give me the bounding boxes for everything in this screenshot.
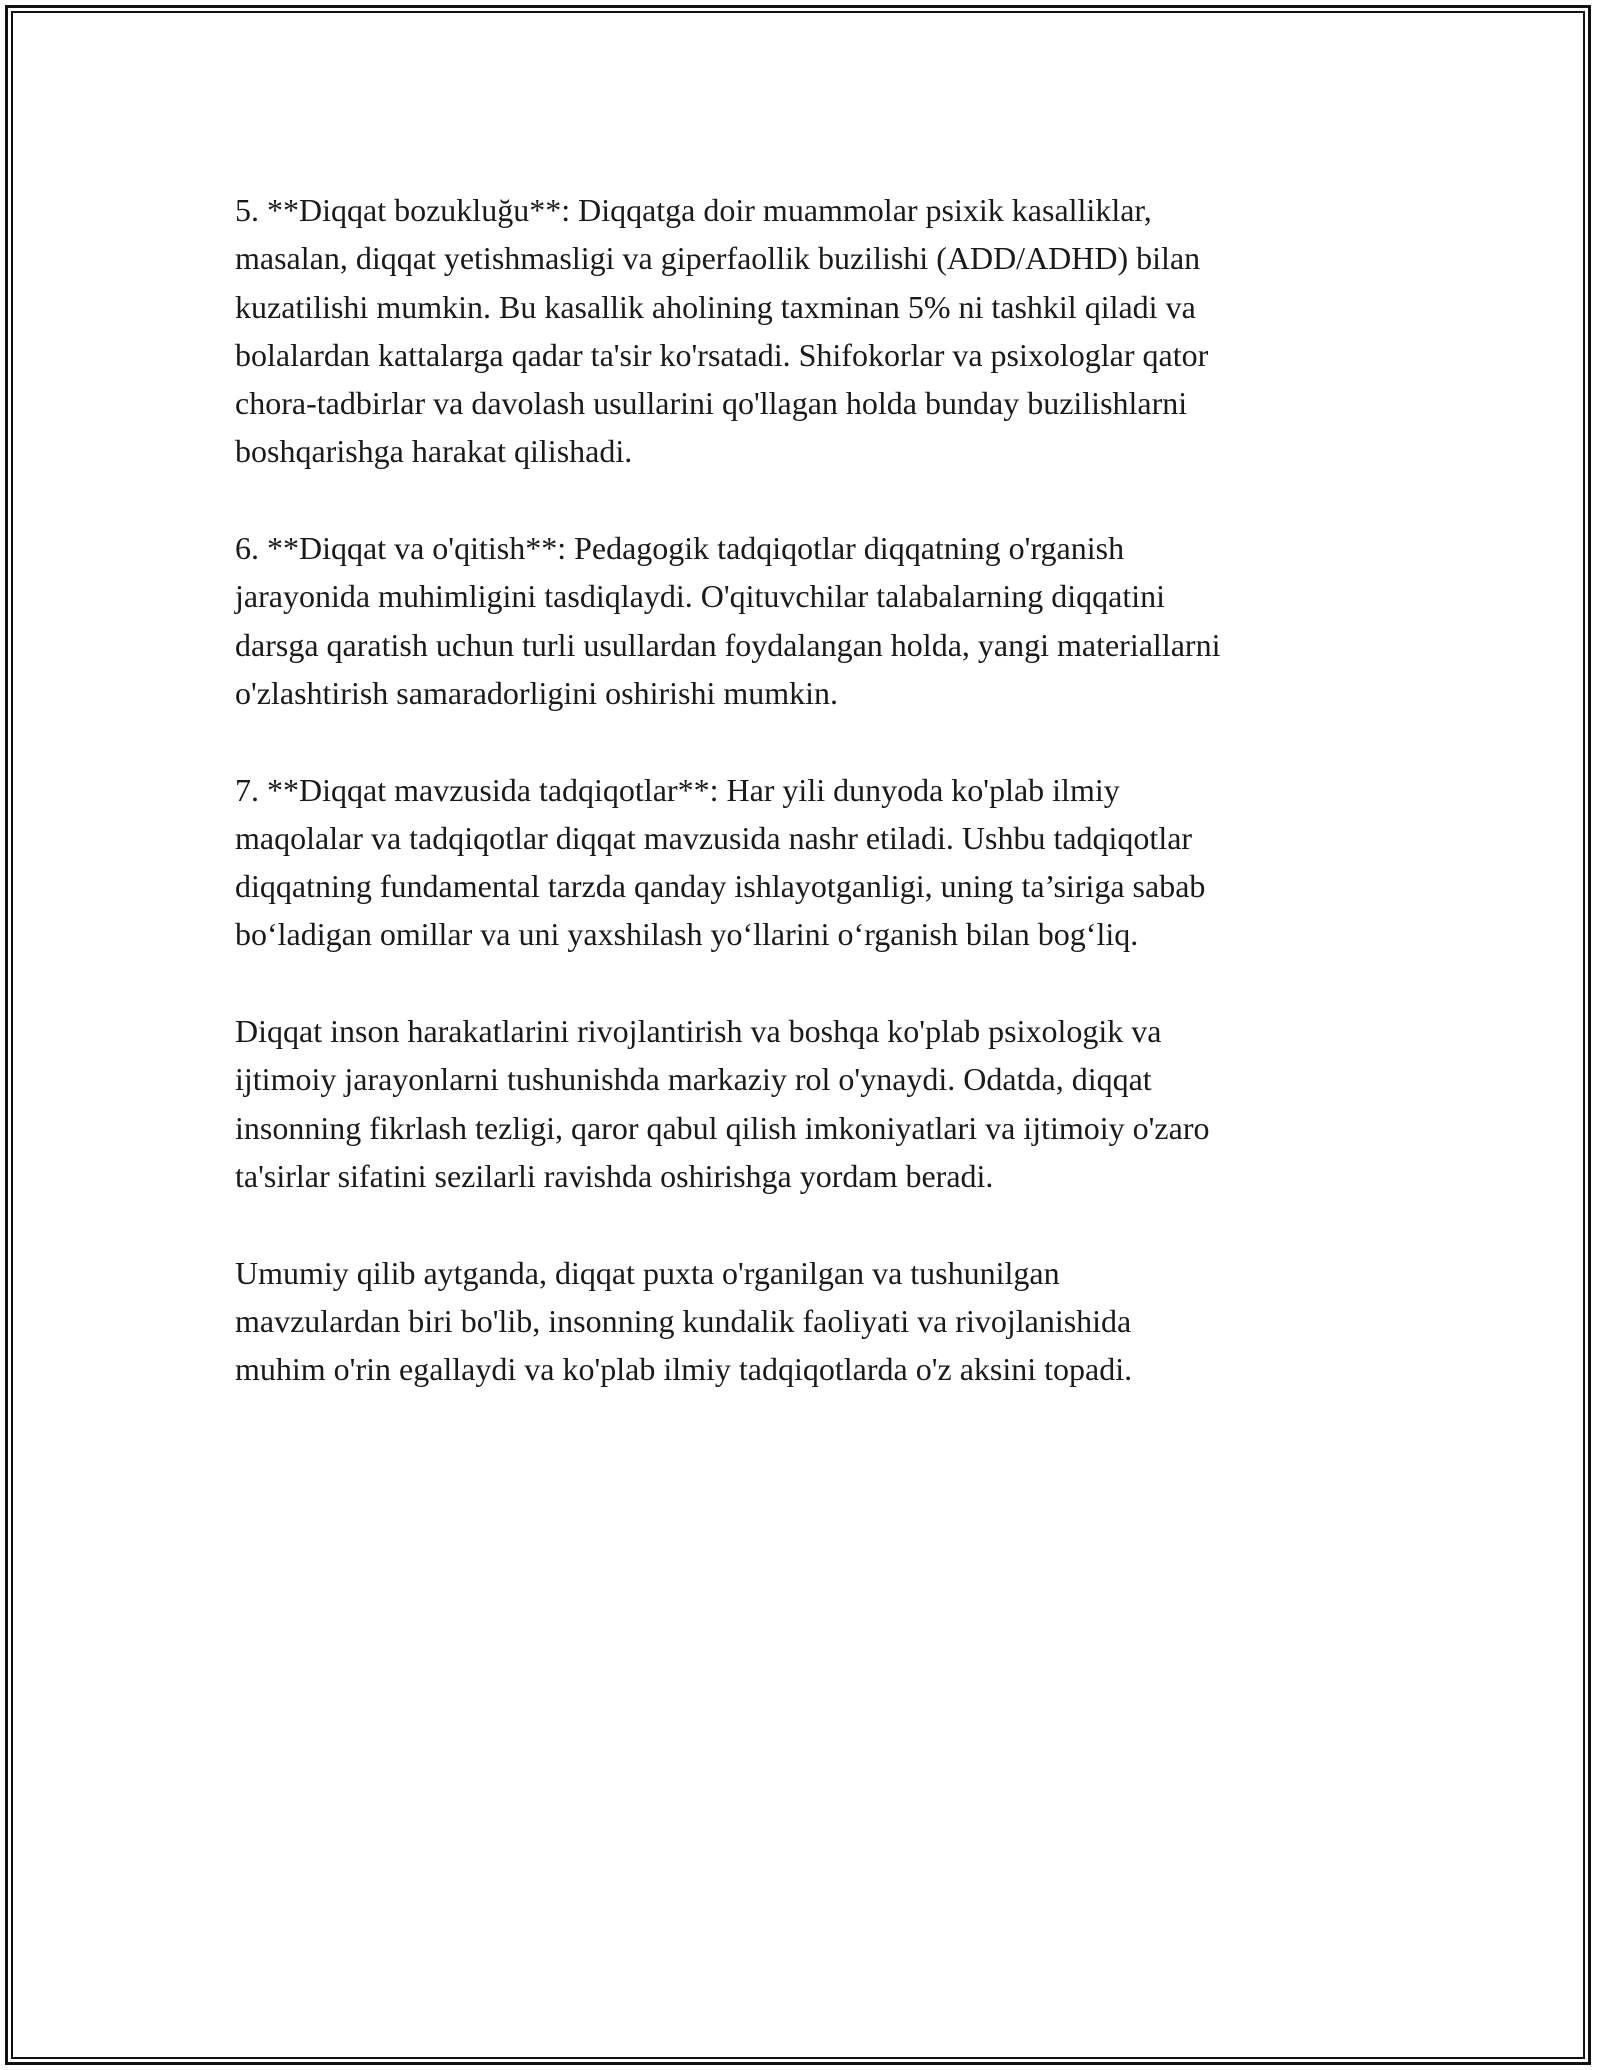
- paragraph-diqqat-bozuklugu: 5. **Diqqat bozukluğu**: Diqqatga doir muammolar psixik kasalliklar, masalan, diqqat yetishmasligi va giperfaollik buzilishi (ADD/ADHD) bilan kuzatilishi mumkin. Bu kasallik aholining taxminan 5% ni tashkil qiladi va bolalardan kattalarga qadar ta'sir ko'rsatadi. Shifokorlar va psixologlar qator chora-tadbirlar va davolash usullarini qo'llagan holda bunday buzilishlarni boshqarishga harakat qilishadi.: [235, 192, 1209, 470]
- paragraph-umumiy-xulosa: Umumiy qilib aytganda, diqqat puxta o'rganilgan va tushunilgan mavzulardan biri bo'lib, insonning kundalik faoliyati va rivojlanishida muhim o'rin egallaydi va ko'plab ilmiy tadqiqotlarda o'z aksini topadi.: [235, 1254, 1133, 1388]
- paragraph-diqqat-inson-harakatlari: Diqqat inson harakatlarini rivojlantirish va boshqa ko'plab psixologik va ijtimoiy jarayonlarni tushunishda markaziy rol o'ynaydi. Odatda, diqqat insonning fikrlash tezligi, qaror qabul qilish imkoniyatlari va ijtimoiy o'zaro ta'sirlar sifatini sezilarli ravishda oshirishga yordam beradi.: [235, 1013, 1210, 1194]
- paragraph-diqqat-va-oqitish: 6. **Diqqat va o'qitish**: Pedagogik tadqiqotlar diqqatning o'rganish jarayonida muhimligini tasdiqlaydi. O'qituvchilar talabalarning diqqatini darsga qaratish uchun turli usullardan foydalangan holda, yangi materiallarni o'zlashtirish samaradorligini oshirishi mumkin.: [235, 530, 1221, 711]
- document-body: [235, 186, 1375, 1442]
- paragraph-diqqat-mavzusida-tadqiqotlar: 7. **Diqqat mavzusida tadqiqotlar**: Har yili dunyoda ko'plab ilmiy maqolalar va tadqiqotlar diqqat mavzusida nashr etiladi. Ushbu tadqiqotlar diqqatning fundamental tarzda qanday ishlayotganligi, uning ta’siriga sabab bo‘ladigan omillar va uni yaxshilash yo‘llarini o‘rganish bilan bog‘liq.: [235, 771, 1206, 953]
